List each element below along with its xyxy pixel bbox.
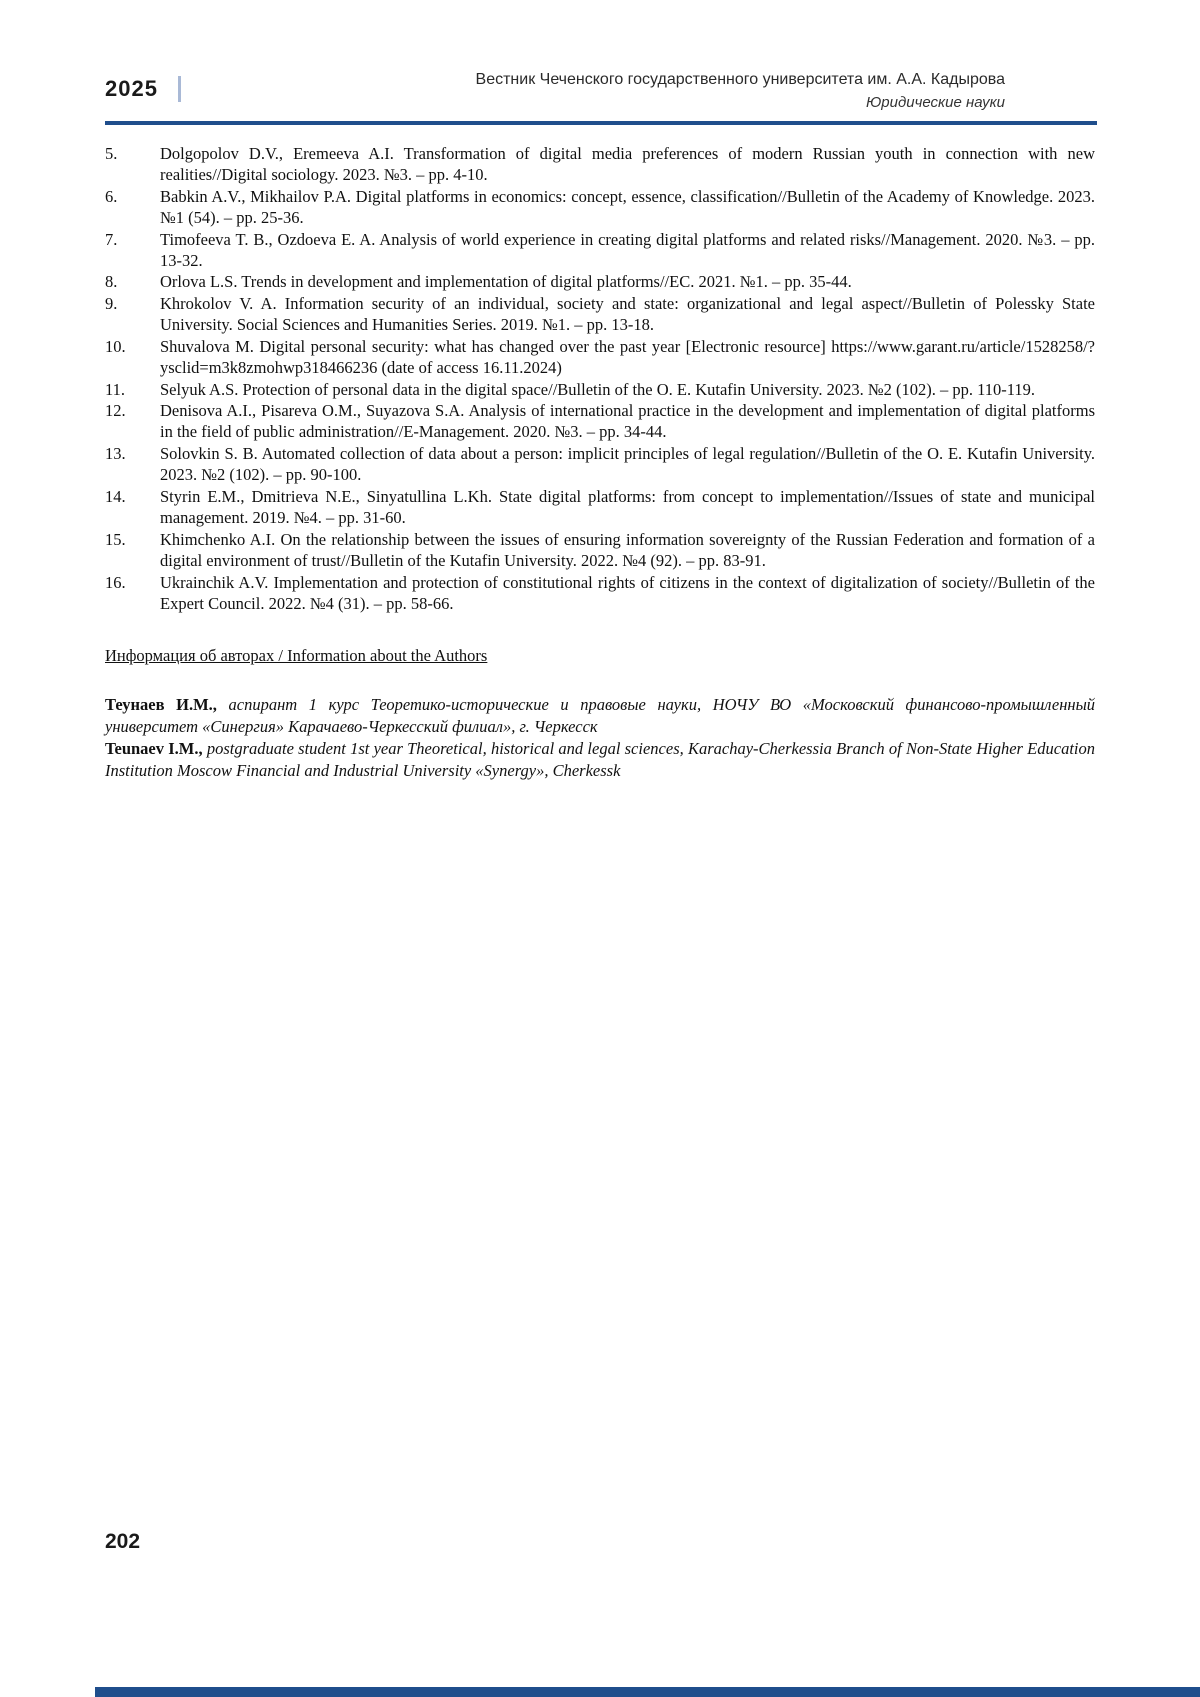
page-number: 202 (105, 1530, 141, 1553)
reference-text: Selyuk A.S. Protection of personal data in the digital space//Bulletin of the O. E. Kutafin University. 2023. №2 (102). – pp. 110-119. (160, 379, 1035, 399)
reference-text: Dolgopolov D.V., Eremeeva A.I. Transformation of digital media preferences of modern Russian youth in connection with new realities//Digital sociology. 2023. №3. – pp. 4-10. (160, 143, 1095, 185)
journal-header-block (476, 70, 1095, 111)
reference-text: Babkin A.V., Mikhailov P.A. Digital platforms in economics: concept, essence, classification//Bulletin of the Academy of Knowledge. 2023. №1 (54). – pp. 25-36. (160, 186, 1095, 228)
reference-number: 16. (105, 572, 126, 592)
reference-number: 15. (105, 529, 126, 549)
year-block (105, 76, 181, 102)
author-details-ru: аспирант 1 курс Теоретико-исторические и правовые науки, НОЧУ ВО «Московский финансово-промышленный университет «Синергия» Карачаево-Черкесский филиал», г. Черкесск (105, 695, 1095, 737)
reference-item (105, 443, 1095, 486)
reference-item (105, 529, 1095, 572)
reference-number: 13. (105, 443, 126, 463)
year-label: 2025 (105, 76, 158, 101)
references-list (105, 143, 1095, 615)
reference-number: 11. (105, 379, 126, 399)
reference-number: 8. (105, 272, 118, 292)
author-entry-en (105, 738, 1095, 782)
reference-text: Khimchenko A.I. On the relationship between the issues of ensuring information sovereignty of the Russian Federation and formation of a digital environment of trust//Bulletin of the Kutafin University. 2022. №4 (92). – pp. 83-91. (160, 529, 1095, 571)
reference-text: Solovkin S. B. Automated collection of data about a person: implicit principles of legal regulation//Bulletin of the O. E. Kutafin University. 2023. №2 (102). – pp. 90-100. (160, 443, 1095, 485)
reference-text: Denisova A.I., Pisareva O.M., Suyazova S.A. Analysis of international practice in the development and implementation of digital platforms in the field of public administration//E-Management. 2020. №3. – pp. 34-44. (160, 401, 1095, 442)
author-details-en: postgraduate student 1st year Theoretical, historical and legal sciences, Karachay-Cherkessia Branch of Non-State Higher Education Institution Moscow Financial and Industrial University «Synergy», Cherkessk (105, 738, 1096, 780)
reference-item (105, 271, 1095, 292)
reference-number: 7. (105, 229, 118, 249)
author-name-ru: Теунаев И.М., (105, 695, 217, 715)
reference-item (105, 379, 1095, 400)
footer-accent-bar (95, 1687, 1200, 1697)
reference-item (105, 186, 1095, 229)
year-divider (178, 76, 181, 102)
reference-text: Timofeeva T. B., Ozdoeva E. A. Analysis of world experience in creating digital platforms and related risks//Management. 2020. №3. – pp. 13-32. (160, 229, 1095, 270)
reference-item (105, 572, 1095, 615)
page-content (0, 125, 1200, 782)
reference-text: Ukrainchik A.V. Implementation and protection of constitutional rights of citizens in the context of digitalization of society//Bulletin of the Expert Council. 2022. №4 (31). – pp. 58-66. (160, 572, 1095, 613)
author-name-en: Teunaev I.M., (105, 738, 203, 758)
reference-text: Shuvalova M. Digital personal security: what has changed over the past year [Electronic resource] https://www.garant.ru/article/1528258/?ysclid=m3k8zmohwp318466236 (date of access 16.11.2024) (160, 336, 1095, 378)
author-entries (105, 694, 1095, 781)
authors-section-heading: Информация об авторах / Information about the Authors (105, 646, 488, 666)
reference-item (105, 486, 1095, 529)
reference-number: 10. (105, 336, 126, 356)
reference-number: 6. (105, 186, 118, 206)
reference-item (105, 400, 1095, 443)
reference-number: 5. (105, 143, 118, 163)
reference-item (105, 336, 1095, 379)
page-header (0, 0, 1200, 111)
reference-text: Styrin E.M., Dmitrieva N.E., Sinyatullina L.Kh. State digital platforms: from concept to implementation//Issues of state and municipal management. 2019. №4. – pp. 31-60. (160, 486, 1095, 528)
reference-item (105, 293, 1095, 336)
reference-number: 9. (105, 293, 118, 313)
journal-title: Вестник Чеченского государственного университета им. А.А. Кадырова (475, 71, 1005, 88)
reference-number: 14. (105, 486, 126, 506)
reference-text: Orlova L.S. Trends in development and implementation of digital platforms//EC. 2021. №1. – pp. 35-44. (160, 272, 852, 292)
reference-item (105, 229, 1095, 272)
reference-number: 12. (105, 401, 126, 421)
reference-item (105, 143, 1095, 186)
journal-section-subtitle: Юридические науки (865, 93, 1005, 111)
reference-text: Khrokolov V. A. Information security of an individual, society and state: organizational and legal aspect//Bulletin of Polessky State University. Social Sciences and Humanities Series. 2019. №1. – pp. 13-18. (160, 293, 1095, 335)
author-entry-ru (105, 694, 1095, 738)
